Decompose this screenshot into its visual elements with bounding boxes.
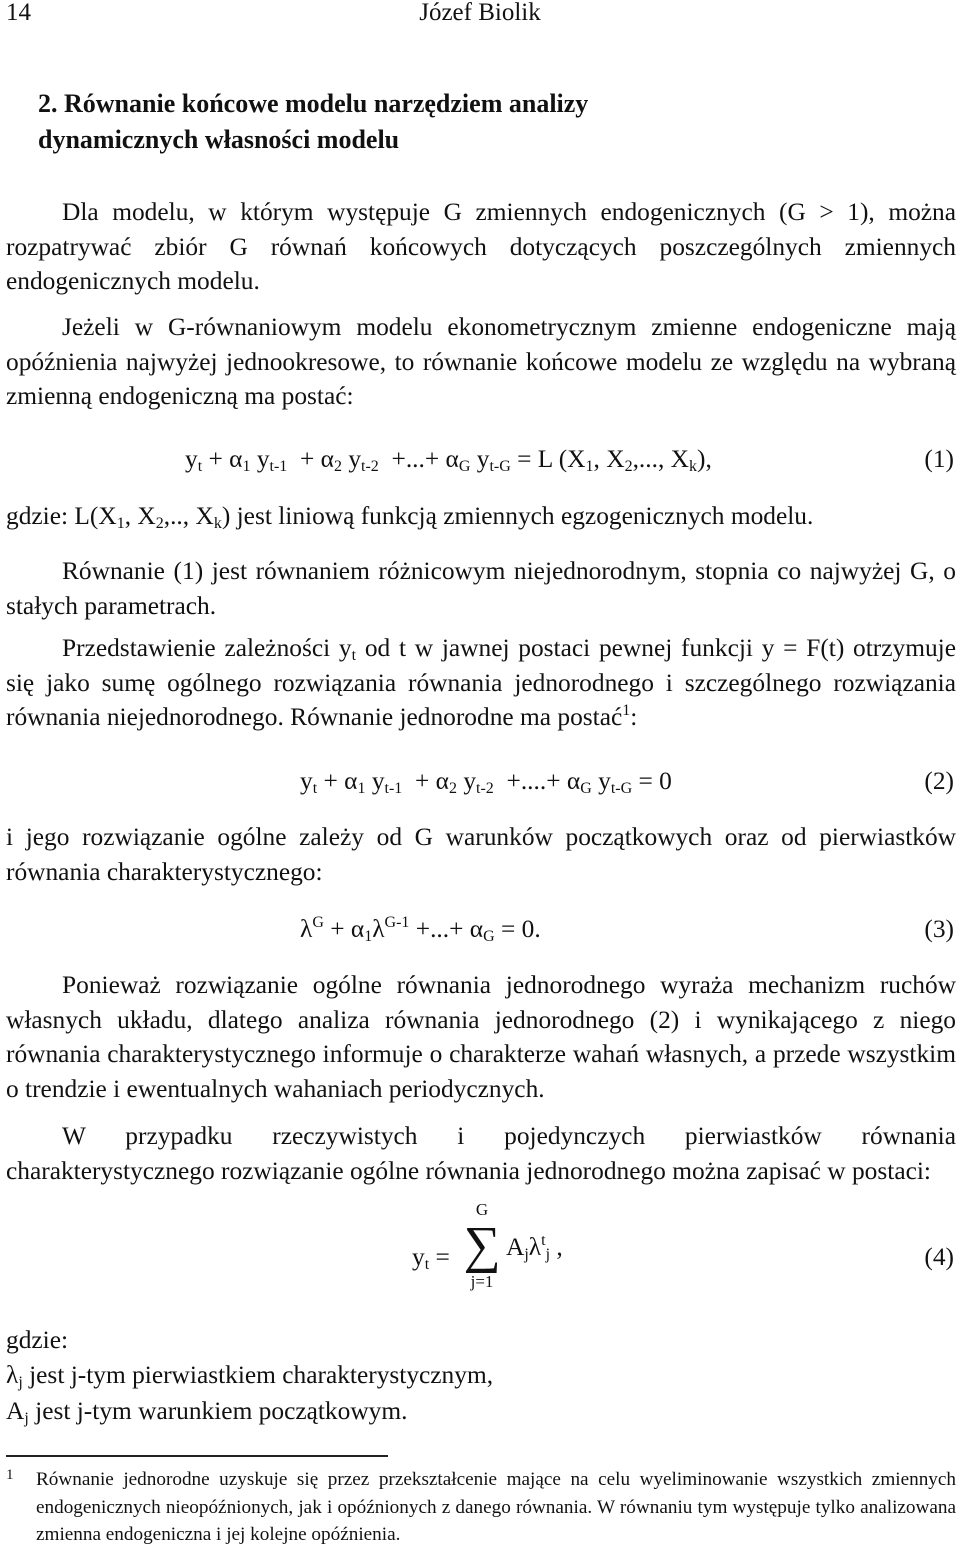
footnote-reference: 1 xyxy=(622,702,631,720)
equation-3: $\lambda^G + \alpha_1\lambda^{G-1}$ +...+ $\alpha_G = 0$. xyxy=(300,914,541,945)
sum-lower-limit: j=1 xyxy=(470,1272,494,1291)
paragraph-intro: Dla modelu, w którym występuje G zmiennych endogenicznych (G > 1), można rozpatrywać zbiór G równań końcowych dotyczących poszczególnych zmiennych endogenicznych modelu. xyxy=(6,198,956,296)
definition-a: $A_j$ jest j-tym warunkiem początkowym. xyxy=(6,1397,408,1427)
section-heading-line-1: 2. Równanie końcowe modelu narzędziem analizy xyxy=(38,89,589,118)
equation-2-number: (2) xyxy=(924,767,954,795)
section-heading-line-2: dynamicznych własności modelu xyxy=(38,125,400,154)
paragraph-final-equation-form: Jeżeli w G-równaniowym modelu ekonometrycznym zmienne endogeniczne mają opóźnienia najwyżej jednookresowe, to równanie końcowe modelu ze względu na wybraną zmienną endogeniczną ma postać: xyxy=(6,313,956,411)
equation-3-number: (3) xyxy=(924,915,954,943)
definitions-intro: gdzie: xyxy=(6,1326,69,1354)
footnote-text: Równanie jednorodne uzyskuje się przez przekształcenie mające na celu wyeliminowanie wszystkich zmiennych endogenicznych nieopóźnionych, jak i opóźnionych z danego równania. W równaniu tym występuje tylko analizowana zmienna endogeniczna i jej kolejne opóźnienia. xyxy=(36,1469,956,1545)
sum-upper-limit: G xyxy=(475,1200,489,1219)
footnote-mark: 1 xyxy=(6,1467,14,1483)
equation-4-number: (4) xyxy=(924,1243,954,1271)
sigma-symbol: ∑ xyxy=(463,1217,501,1274)
equation-1-number: (1) xyxy=(924,445,954,473)
equation-1-explanation: gdzie: $L(X_1$, $X_2$,.., $X_k$) jest liniową funkcją zmiennych egzogenicznych modelu. xyxy=(6,502,814,532)
footnote-separator xyxy=(6,1455,388,1457)
paragraph-homogeneous: Przedstawienie zależności $y_t$ od t w jawnej postaci pewnej funkcji y = F(t) otrzymuje się jako sumę ogólnego rozwiązania równania jednorodnego i szczególnego rozwiązania równania niejednorodnego. Równanie jednorodne ma postać$^1$: xyxy=(6,634,956,732)
definition-lambda: $\lambda_j$ jest j-tym pierwiastkiem charakterystycznym, xyxy=(6,1361,494,1391)
equation-2: $y_t + \alpha_1$ $y_{t-1} + \alpha_2$ $y_{t-2}$ +....+ $\alpha_G$ $y_{t-G} = 0$ xyxy=(300,767,672,797)
page-number: 14 xyxy=(6,0,31,26)
paragraph-difference-equation: Równanie (1) jest równaniem różnicowym niejednorodnym, stopnia co najwyżej G, o stałych parametrach. xyxy=(6,557,956,620)
equation-4-rhs: $A_j\lambda^t_j$ , xyxy=(506,1232,563,1263)
footnote xyxy=(6,1466,956,1549)
paragraph-interpretation: Ponieważ rozwiązanie ogólne równania jednorodnego wyraża mechanizm ruchów własnych układu, dlatego analiza równania jednorodnego (2) i wynikającego z niego równania charakterystycznego informuje o charakterze wahań własnych, a przede wszystkim o trendzie i ewentualnych wahaniach periodycznych. xyxy=(6,971,956,1103)
running-header-author: Józef Biolik xyxy=(419,0,541,26)
section-heading xyxy=(38,86,918,158)
equation-4-lhs: $y_t$ = xyxy=(412,1243,450,1273)
equation-1: $y_t + \alpha_1$ $y_{t-1} + \alpha_2$ $y_{t-2}$ +...+ $\alpha_G$ $y_{t-G} = L$ ($X_1$, $X_2$,..., $X_k$), xyxy=(185,445,712,475)
paragraph-characteristic: i jego rozwiązanie ogólne zależy od G warunków początkowych oraz od pierwiastków równania charakterystycznego: xyxy=(6,823,956,886)
summation-operator xyxy=(462,1200,502,1292)
paragraph-real-roots: W przypadku rzeczywistych i pojedynczych pierwiastków równania charakterystycznego rozwiązanie ogólne równania jednorodnego można zapisać w postaci: xyxy=(6,1122,956,1185)
